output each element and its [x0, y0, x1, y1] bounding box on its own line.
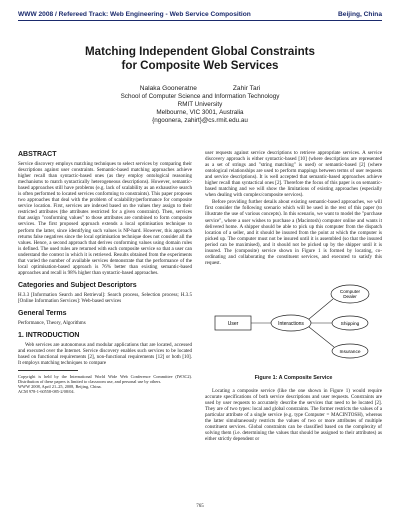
link-insurance — [309, 327, 334, 347]
user-label: User — [227, 320, 239, 327]
left-column — [18, 150, 192, 395]
paper-title — [0, 45, 400, 73]
figure-composite-service — [205, 272, 382, 372]
copyright-acm: ACM 978-1-60558-085-2/08/04. — [18, 389, 75, 395]
title-line-2: for Composite Web Services — [121, 59, 279, 72]
abstract-heading: ABSTRACT — [18, 151, 57, 158]
figure-caption: Figure 1: A Composite Service — [254, 374, 333, 381]
right-para-3: Locating a composite service (like the one shown in Figure 1) would require accurate specifications of both service descriptions and user requests. Constraints are used by user requests to accurately describe the services that need to be located [2]. They are of two types: local and global constraints. The former restricts the values of a particular attribute of a single service (e.g. type Computer = MACINTOSH), whereas the latter simultaneously restricts the values of two or more attributes of multiple constituent services. Global constraints can be classified based on the complexity of solving them (i.e. determining the values that should be assigned to their attributes) as either strictly dependent or — [205, 387, 382, 443]
interactions-label: Interactions — [278, 320, 304, 327]
link-computer — [309, 299, 333, 319]
intro-heading: 1. INTRODUCTION — [18, 332, 80, 340]
author-affiliation-3: Melbourne, VIC 3001, Australia — [156, 109, 244, 116]
dealer-label: Dealer — [343, 293, 357, 299]
categories-text: H.3.3 [Information Search and Retrieval]: Search process, Selection process; H.3.5 [Online Information Services]: Web-based services — [18, 291, 192, 304]
figure-diagram — [205, 272, 382, 372]
author-email: {ngoonera, zahirt}@cs.rmit.edu.au — [152, 117, 248, 124]
right-para-2: Before providing further details about existing semantic-based approaches, we will first consider the following scenario which will be used in the rest of this paper (to illustrate the use of various concepts). In this scenario, we want to model the "purchase service", where a user wishes to purchase a (Macintosh) computer online and wants it delivered home. A shipper should be able to pick up this computer from the dispatch location of a seller, and it should be insured from the point at which the computer is picked up. The computer must not be insured until it is assembled (so that the insured period can be maximised), and it should not be picked up by the shipper until it is insured. The (composite) service shown in Figure 1 is formed by locating, co-ordinating and collaborating the constituent services, and executed to satisfy this request. — [205, 199, 382, 266]
right-column — [205, 150, 382, 443]
author-block — [0, 85, 400, 125]
header-rule — [18, 20, 382, 21]
page-number: 765 — [196, 504, 204, 509]
running-header — [18, 8, 382, 20]
copyright-notice: Copyright is held by the International World Wide Web Conference Committee (IW3C2). Distribution of these papers is limited to classroom use, and personal use by others. — [18, 373, 192, 385]
author-names — [0, 85, 400, 93]
author-name-2: Zahir Tari — [232, 85, 261, 92]
general-terms-text: Performance, Theory, Algorithms — [18, 319, 86, 326]
author-name-1: Nalaka Gooneratne — [139, 85, 197, 92]
general-terms-heading: General Terms — [18, 309, 67, 317]
shipping-label: Shipping — [340, 321, 360, 327]
footnote-rule — [18, 370, 78, 371]
abstract-text: Service discovery employs matching techniques to select services by comparing their descriptions against user constraints. Semantic-based matching approaches achieve higher recall than syntactic-based ones (as they employ ontological reasoning mechanisms to match syntactically heterogeneous descriptions). However, semantic-based approaches still have problems (e.g. lack of scalability as an exhaustive search is often performed to located services conforming to constraints). This paper proposes two approaches that deal with the problem of scalability/performance for composite service location. First, services are indexed based on the values they assign to their restricted attributes (the attributes restricted for a given constraint). Then, services that assign "conforming values" to those attributes are combined to form composite services. The first proposed approach extends a local optimisation technique to perform the latter, since identifying such values is NP-hard. However, this approach returns false negatives since the local optimisation technique does not consider all the values. Hence, a second approach that derives conforming values using domain rules is defined. The used rules are returned with each composite service so that a user can understand the context in which it is retrieved. Results obtained from the experiments that varied the number of available services demonstrate that the performance of the local optimisation-based approach is 76% better than existing semantic-based approaches and recall is 98% higher than syntactic-based approaches. — [18, 161, 192, 276]
author-affiliation-1: School of Computer Science and Information Technology — [120, 93, 280, 100]
insurance-label: Insurance — [339, 349, 361, 355]
author-affiliation-2: RMIT University — [177, 101, 223, 108]
copyright-conference: WWW 2008, April 21–25, 2008, Beijing, China. — [18, 384, 102, 390]
header-track: WWW 2008 / Refereed Track: Web Engineering - Web Service Composition — [18, 10, 251, 18]
header-location: Beijing, China — [338, 10, 382, 18]
intro-text: Web services are autonomous and modular applications that are located, accessed and executed over the Internet. Service discovery enables such services to be located based on functional requirements [2], non-functional requirements [12] or both [10]. It employs matching techniques to compare — [18, 342, 192, 367]
title-line-1: Matching Independent Global Constraints — [85, 45, 315, 58]
right-para-1: user requests against service descriptions to retrieve appropriate services. A service discovery approach is either syntactic-based [10] (where descriptions are represented as a set of strings and "string matching" is used) or semantic-based [2] (where ontological relationships are used to perform mappings between terms of user requests and service descriptions). It is well accepted that semantic-based approaches achieve higher recall than syntactical ones [2]. Therefore the focus of this paper is on semantic-based matching and we will show the limitations of existing approaches (especially when dealing with complex/composite services). — [205, 150, 382, 199]
categories-heading: Categories and Subject Descriptors — [18, 281, 137, 289]
computer-label: Computer — [339, 288, 361, 294]
